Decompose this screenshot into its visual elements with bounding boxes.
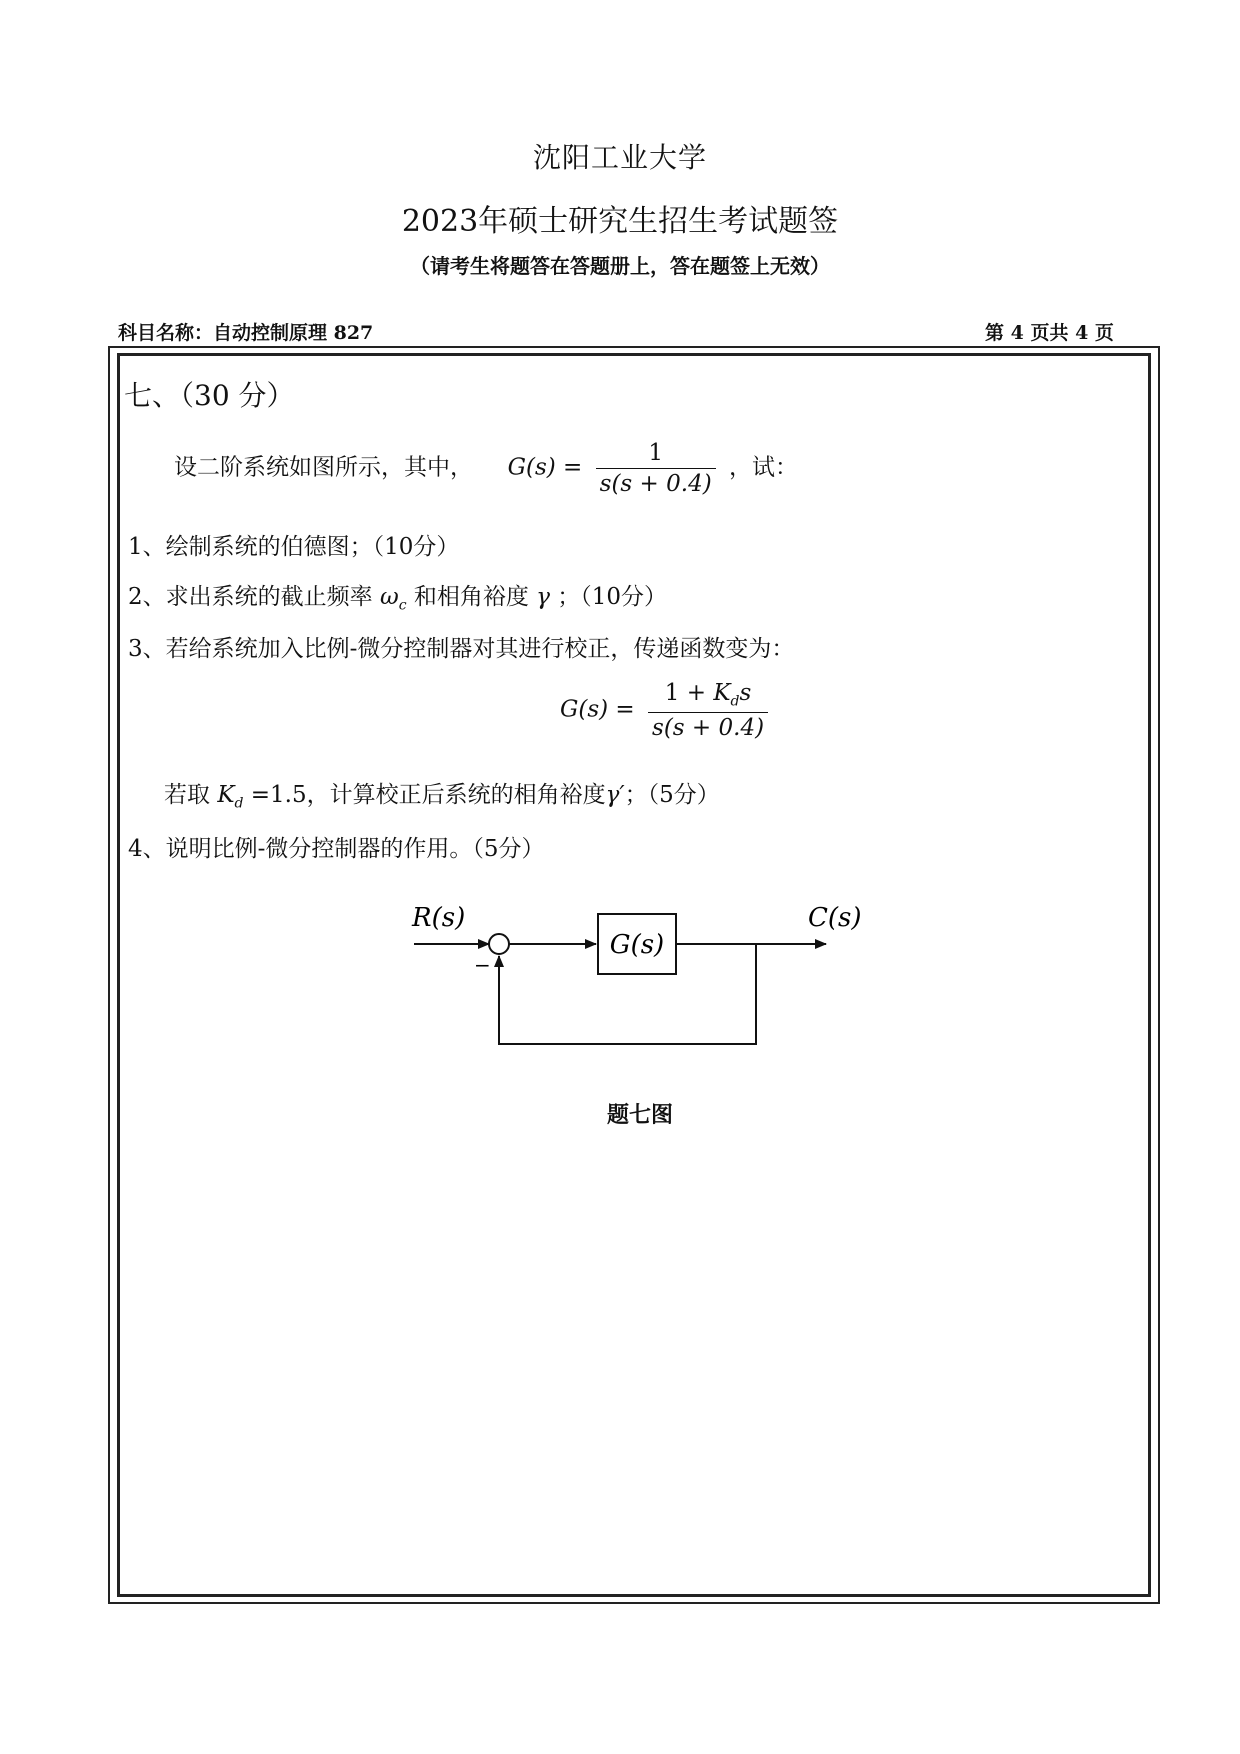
output-label: C(s) xyxy=(808,903,862,933)
item-2 xyxy=(128,578,667,614)
kd-statement xyxy=(164,776,720,812)
intro-equation-lhs: G(s) = xyxy=(507,454,583,481)
eq2-num-sub: d xyxy=(730,693,740,710)
gamma-prime-symbol: γ′ xyxy=(605,782,625,808)
intro-tail: ，试： xyxy=(729,454,798,481)
kd-K: K xyxy=(217,782,235,808)
item-2-tail: ；（10分） xyxy=(557,584,668,610)
kd-tail: ；（5分） xyxy=(624,782,720,808)
omega-subscript: c xyxy=(398,597,407,614)
eq2-fraction-num xyxy=(648,680,768,713)
item-2-mid: 和相角裕度 xyxy=(413,584,529,610)
subject-name: 科目名称：自动控制原理 827 xyxy=(118,322,374,344)
eq2-lhs: G(s) = xyxy=(560,696,635,723)
exam-notice: （请考生将题答在答题册上，答在题签上无效） xyxy=(410,254,830,278)
minus-sign: − xyxy=(474,953,491,977)
intro-fraction-den: s(s + 0.4) xyxy=(599,471,712,497)
page-info: 第 4 页共 4 页 xyxy=(985,322,1114,344)
exam-title: 2023年硕士研究生招生考试题签 xyxy=(401,204,839,239)
question-intro xyxy=(174,440,798,497)
intro-fraction-num: 1 xyxy=(596,440,716,469)
block-diagram xyxy=(400,890,880,1070)
eq2-num-K: K xyxy=(713,680,731,706)
figure-caption: 题七图 xyxy=(606,1102,673,1128)
item-3: 3、若给系统加入比例-微分控制器对其进行校正，传递函数变为： xyxy=(128,636,795,662)
summing-junction xyxy=(489,934,509,954)
intro-text: 设二阶系统如图所示，其中， xyxy=(174,454,473,481)
eq2-fraction xyxy=(648,680,768,741)
input-label: R(s) xyxy=(412,903,466,933)
eq2-num-s: s xyxy=(739,680,752,706)
omega-symbol: ω xyxy=(379,584,399,610)
kd-mid: 计算校正后系统的相角裕度 xyxy=(329,782,606,808)
kd-value: =1.5， xyxy=(243,782,330,808)
plant-block-label: G(s) xyxy=(609,930,665,960)
university-name: 沈阳工业大学 xyxy=(532,141,707,174)
item-4: 4、说明比例-微分控制器的作用。（5分） xyxy=(128,836,545,862)
item-1: 1、绘制系统的伯德图；（10分） xyxy=(128,534,460,560)
kd-subscript: d xyxy=(234,795,244,812)
gamma-symbol: γ xyxy=(536,584,550,610)
question-heading: 七、（30 分） xyxy=(124,379,295,412)
intro-fraction xyxy=(596,440,716,497)
kd-text: 若取 xyxy=(164,782,210,808)
eq2-fraction-den: s(s + 0.4) xyxy=(652,714,765,741)
corrected-transfer-function xyxy=(560,680,774,741)
item-2-text: 2、求出系统的截止频率 xyxy=(128,584,373,610)
eq2-num-pre: 1 + xyxy=(664,680,714,706)
